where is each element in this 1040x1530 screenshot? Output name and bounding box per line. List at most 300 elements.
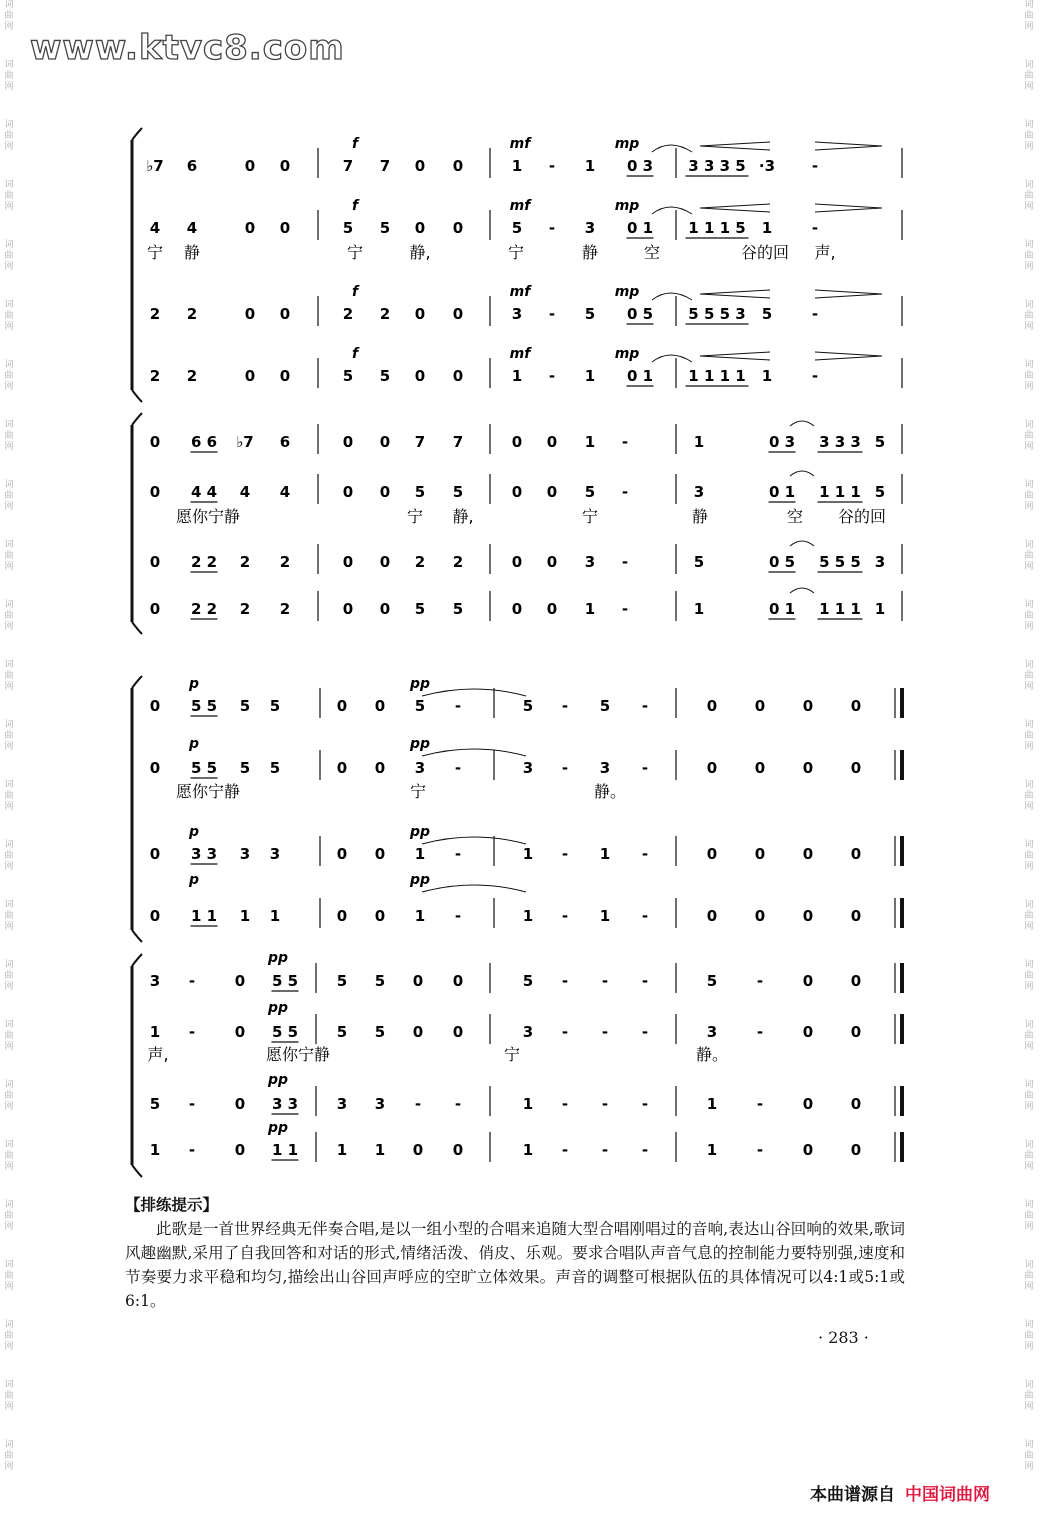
note: 0 5 — [768, 553, 796, 571]
note: 5 — [584, 483, 596, 501]
note: 0 — [802, 697, 814, 715]
note: 0 — [149, 845, 161, 863]
bracket-hook — [132, 413, 142, 425]
note: 5 — [452, 483, 464, 501]
note: 5 — [379, 367, 391, 385]
side-watermark-text: 词曲网 — [4, 840, 14, 872]
note: 0 — [234, 972, 246, 990]
note: 2 — [279, 600, 291, 618]
note: 5 — [342, 367, 354, 385]
note: 2 — [186, 367, 198, 385]
note: - — [548, 367, 556, 385]
note: 6 6 — [190, 433, 218, 451]
note: 3 — [239, 845, 251, 863]
note: 2 — [239, 600, 251, 618]
note: 5 — [336, 972, 348, 990]
note: 1 — [761, 219, 773, 237]
note: - — [188, 972, 196, 990]
note: - — [561, 697, 569, 715]
note: 3 — [414, 759, 426, 777]
note: 0 — [414, 305, 426, 323]
lyric: 静, — [409, 243, 431, 262]
side-watermark-text: 词曲网 — [4, 1020, 14, 1052]
note: 0 — [412, 1141, 424, 1159]
note: 5 — [374, 1023, 386, 1041]
note: 1 — [414, 907, 426, 925]
note: 5 — [599, 697, 611, 715]
note: 0 — [850, 759, 862, 777]
slur — [790, 588, 814, 593]
note: 0 — [850, 1141, 862, 1159]
note: 4 — [186, 219, 198, 237]
note: 0 — [706, 759, 718, 777]
tie — [422, 885, 526, 892]
lyric: 宁 — [146, 243, 164, 262]
note: 1 — [584, 157, 596, 175]
note: - — [811, 367, 819, 385]
note: - — [601, 1095, 609, 1113]
note: 0 — [414, 367, 426, 385]
note: 0 — [452, 367, 464, 385]
note: 7 — [452, 433, 464, 451]
note: 0 — [379, 483, 391, 501]
note: - — [188, 1141, 196, 1159]
note: 0 — [511, 433, 523, 451]
note: 1 — [414, 845, 426, 863]
note: 2 2 — [190, 553, 218, 571]
note: 0 — [379, 600, 391, 618]
lyric: 愿你宁静 — [175, 782, 241, 801]
note: 1 — [511, 157, 523, 175]
note: 0 — [802, 907, 814, 925]
note: ♭7 — [236, 433, 254, 451]
footer-site-link[interactable]: 中国词曲网 — [905, 1485, 990, 1505]
note: - — [641, 907, 649, 925]
note: 5 — [522, 697, 534, 715]
side-watermark-text: 词曲网 — [4, 660, 14, 692]
side-watermark-text: 词曲网 — [4, 0, 14, 32]
dynamic-mark: mf — [509, 136, 531, 152]
side-watermark-text: 词曲网 — [1024, 360, 1034, 392]
bracket-hook — [132, 930, 142, 942]
side-watermark-text: 词曲网 — [4, 720, 14, 752]
lyric: 静 — [581, 243, 599, 262]
note: ·3 — [758, 157, 776, 175]
note: 0 — [244, 367, 256, 385]
lyric: 宁 — [507, 243, 525, 262]
slur — [790, 421, 814, 426]
dynamic-mark: f — [351, 346, 359, 362]
note: 3 3 3 5 — [688, 157, 746, 175]
lyric: 空 — [643, 243, 661, 262]
bracket-hook — [132, 676, 142, 688]
side-watermark-text: 词曲网 — [1024, 600, 1034, 632]
note: 3 3 — [190, 845, 218, 863]
note: 5 — [874, 433, 886, 451]
note: - — [811, 157, 819, 175]
note: 0 — [374, 759, 386, 777]
note: 6 — [279, 433, 291, 451]
dynamic-mark: mf — [509, 284, 531, 300]
side-watermark-text: 词曲网 — [4, 1200, 14, 1232]
note: - — [548, 219, 556, 237]
note: - — [454, 697, 462, 715]
note: - — [641, 1095, 649, 1113]
note: 5 — [414, 697, 426, 715]
note: 0 — [511, 483, 523, 501]
note: 4 — [239, 483, 251, 501]
note: 0 — [149, 697, 161, 715]
note: 0 — [244, 157, 256, 175]
note: - — [621, 600, 629, 618]
side-watermark-text: 词曲网 — [4, 900, 14, 932]
note: - — [811, 305, 819, 323]
note: 3 — [584, 219, 596, 237]
tie — [422, 837, 526, 844]
note: 5 — [414, 483, 426, 501]
note: 3 — [599, 759, 611, 777]
crescendo-hairpin — [700, 142, 770, 150]
side-watermark-text: 词曲网 — [1024, 180, 1034, 212]
note: 1 — [522, 907, 534, 925]
note: 5 — [414, 600, 426, 618]
side-watermark-text: 词曲网 — [4, 300, 14, 332]
side-watermark-text: 词曲网 — [1024, 1020, 1034, 1052]
note: - — [756, 972, 764, 990]
dynamic-mark: f — [351, 284, 359, 300]
note: 0 — [706, 907, 718, 925]
note: 1 — [584, 600, 596, 618]
note: 0 — [452, 157, 464, 175]
side-watermark-text: 词曲网 — [4, 180, 14, 212]
page-number: · 283 · — [818, 1328, 869, 1347]
note: 0 — [279, 305, 291, 323]
side-watermark-text: 词曲网 — [1024, 420, 1034, 452]
note: 0 — [452, 219, 464, 237]
note: 1 — [693, 433, 705, 451]
note: 1 — [693, 600, 705, 618]
dynamic-mark: mp — [614, 346, 640, 362]
note: 1 — [149, 1023, 161, 1041]
side-watermark-text: 词曲网 — [1024, 780, 1034, 812]
note: 0 — [342, 600, 354, 618]
note: 2 2 — [190, 600, 218, 618]
note: - — [561, 972, 569, 990]
note: - — [414, 1095, 422, 1113]
decrescendo-hairpin — [815, 204, 882, 212]
note: 0 — [244, 305, 256, 323]
note: 0 — [754, 697, 766, 715]
note: 1 — [584, 367, 596, 385]
note: 2 — [342, 305, 354, 323]
lyric: 宁 — [581, 507, 599, 526]
watermark-url: www.ktvc8.com — [30, 28, 345, 68]
lyric: 空 — [786, 507, 804, 526]
note: 5 — [706, 972, 718, 990]
note: 0 — [802, 1141, 814, 1159]
tie — [422, 689, 526, 696]
side-watermark-text: 词曲网 — [1024, 840, 1034, 872]
note: 0 — [374, 907, 386, 925]
rehearsal-tips — [125, 1193, 905, 1313]
bracket-hook — [132, 622, 142, 634]
note: 0 — [546, 553, 558, 571]
side-watermark-text: 词曲网 — [1024, 1440, 1034, 1472]
note: 5 — [269, 697, 281, 715]
dynamic-mark: f — [351, 136, 359, 152]
decrescendo-hairpin — [815, 142, 882, 150]
note: 5 5 5 3 — [688, 305, 746, 323]
note: 0 — [546, 483, 558, 501]
note: 0 — [546, 433, 558, 451]
note: 0 — [802, 845, 814, 863]
note: 1 — [599, 845, 611, 863]
slur — [652, 145, 692, 152]
note: 0 — [149, 553, 161, 571]
note: 5 — [336, 1023, 348, 1041]
note: 1 — [522, 1095, 534, 1113]
bracket-hook — [132, 1165, 142, 1177]
note: 2 — [279, 553, 291, 571]
note: 0 — [342, 483, 354, 501]
note: 0 — [149, 600, 161, 618]
dynamic-mark: mp — [614, 198, 640, 214]
note: 3 — [522, 1023, 534, 1041]
note: 0 — [511, 600, 523, 618]
side-watermark-text: 词曲网 — [4, 120, 14, 152]
note: 3 — [336, 1095, 348, 1113]
note: 0 1 — [626, 219, 654, 237]
note: 0 — [802, 1023, 814, 1041]
side-watermark-text: 词曲网 — [4, 480, 14, 512]
lyric: 宁 — [409, 782, 427, 801]
note: 1 — [706, 1141, 718, 1159]
note: 0 — [706, 845, 718, 863]
note: 1 — [584, 433, 596, 451]
note: 0 — [336, 697, 348, 715]
note: 5 5 — [190, 759, 218, 777]
dynamic-mark: pp — [409, 824, 431, 840]
note: 5 5 5 — [819, 553, 861, 571]
note: 0 5 — [626, 305, 654, 323]
note: - — [548, 305, 556, 323]
side-watermark-text: 词曲网 — [4, 960, 14, 992]
dynamic-mark: pp — [409, 872, 431, 888]
note: 5 — [522, 972, 534, 990]
note: 0 — [850, 697, 862, 715]
dynamic-mark: pp — [267, 1120, 289, 1136]
note: 0 — [279, 219, 291, 237]
note: - — [561, 845, 569, 863]
note: 0 — [234, 1095, 246, 1113]
lyric: 静。 — [593, 782, 627, 801]
bracket-hook — [132, 390, 142, 402]
side-watermark-text: 词曲网 — [1024, 1140, 1034, 1172]
note: - — [561, 1023, 569, 1041]
note: - — [548, 157, 556, 175]
note: 6 — [186, 157, 198, 175]
note: 2 — [452, 553, 464, 571]
dynamic-mark: pp — [409, 736, 431, 752]
note: 0 — [244, 219, 256, 237]
note: 0 — [802, 759, 814, 777]
note: 2 — [414, 553, 426, 571]
side-watermark-text: 词曲网 — [1024, 240, 1034, 272]
note: 0 — [802, 972, 814, 990]
note: 1 — [761, 367, 773, 385]
note: 0 — [706, 697, 718, 715]
side-watermark-text: 词曲网 — [4, 1380, 14, 1412]
note: 1 1 — [271, 1141, 299, 1159]
note: - — [561, 907, 569, 925]
note: 0 — [452, 305, 464, 323]
lyric: 谷的回 — [837, 507, 887, 526]
note: 0 — [379, 433, 391, 451]
dynamic-mark: mf — [509, 346, 531, 362]
lyric: 声, — [814, 243, 836, 262]
note: - — [641, 972, 649, 990]
note: 0 — [850, 972, 862, 990]
note: 5 — [269, 759, 281, 777]
note: - — [188, 1095, 196, 1113]
lyric: 宁 — [503, 1045, 521, 1064]
lyric: 愿你宁静 — [175, 507, 241, 526]
note: 1 — [336, 1141, 348, 1159]
dynamic-mark: p — [188, 676, 200, 692]
note: 1 — [239, 907, 251, 925]
note: 3 3 3 — [819, 433, 861, 451]
note: 3 — [693, 483, 705, 501]
note: 7 — [414, 433, 426, 451]
note: 7 — [342, 157, 354, 175]
note: - — [811, 219, 819, 237]
note: 0 — [546, 600, 558, 618]
note: 1 — [522, 1141, 534, 1159]
note: 0 — [342, 433, 354, 451]
note: 0 — [342, 553, 354, 571]
lyric: 愿你宁静 — [265, 1045, 331, 1064]
dynamic-mark: p — [188, 872, 200, 888]
note: 3 — [511, 305, 523, 323]
note: - — [601, 1141, 609, 1159]
note: 5 5 — [271, 972, 299, 990]
note: - — [561, 1095, 569, 1113]
slur — [652, 293, 692, 300]
note: - — [561, 1141, 569, 1159]
side-watermark-text: 词曲网 — [4, 1440, 14, 1472]
side-watermark-text: 词曲网 — [4, 1260, 14, 1292]
note: - — [561, 759, 569, 777]
note: 1 — [511, 367, 523, 385]
note: - — [641, 697, 649, 715]
crescendo-hairpin — [700, 290, 770, 298]
note: - — [756, 1023, 764, 1041]
side-watermark-text: 词曲网 — [4, 60, 14, 92]
note: 5 — [511, 219, 523, 237]
note: 5 — [342, 219, 354, 237]
lyric: 宁 — [346, 243, 364, 262]
footer-source-label: 本曲谱源自 — [810, 1485, 895, 1505]
crescendo-hairpin — [700, 204, 770, 212]
side-watermark-text: 词曲网 — [1024, 1380, 1034, 1412]
note: 0 — [234, 1023, 246, 1041]
side-watermark-text: 词曲网 — [4, 240, 14, 272]
note: 0 — [452, 1023, 464, 1041]
note: 0 — [336, 759, 348, 777]
dynamic-mark: p — [188, 736, 200, 752]
note: 1 1 1 5 — [688, 219, 746, 237]
note: 3 — [584, 553, 596, 571]
note: 0 — [850, 1023, 862, 1041]
dynamic-mark: p — [188, 824, 200, 840]
side-watermark-text: 词曲网 — [1024, 60, 1034, 92]
note: 0 1 — [768, 600, 796, 618]
side-watermark-text: 词曲网 — [1024, 1260, 1034, 1292]
footer-source — [810, 1480, 990, 1505]
note: 1 — [706, 1095, 718, 1113]
dynamic-mark: mf — [509, 198, 531, 214]
note: 0 — [850, 1095, 862, 1113]
side-watermark-text: 词曲网 — [1024, 900, 1034, 932]
side-watermark-text: 词曲网 — [4, 600, 14, 632]
side-watermark-text: 词曲网 — [1024, 0, 1034, 32]
lyric: 静 — [691, 507, 709, 526]
note: 0 — [850, 845, 862, 863]
note: ♭7 — [146, 157, 164, 175]
note: 7 — [379, 157, 391, 175]
note: 4 — [149, 219, 161, 237]
note: 3 — [522, 759, 534, 777]
note: 5 — [374, 972, 386, 990]
side-watermark-text: 词曲网 — [4, 420, 14, 452]
note: 5 — [239, 759, 251, 777]
lyric: 声, — [147, 1045, 169, 1064]
lyric: 静。 — [695, 1045, 729, 1064]
side-watermark-text: 词曲网 — [4, 1080, 14, 1112]
note: 5 5 — [271, 1023, 299, 1041]
note: - — [454, 907, 462, 925]
side-watermark-text: 词曲网 — [4, 1320, 14, 1352]
crescendo-hairpin — [700, 352, 770, 360]
note: 0 — [802, 1095, 814, 1113]
note: 0 — [412, 972, 424, 990]
decrescendo-hairpin — [815, 290, 882, 298]
note: 1 — [374, 1141, 386, 1159]
note: 3 — [149, 972, 161, 990]
note: 0 — [452, 972, 464, 990]
note: 1 — [149, 1141, 161, 1159]
note: - — [454, 1095, 462, 1113]
note: - — [641, 845, 649, 863]
note: - — [601, 1023, 609, 1041]
note: - — [454, 845, 462, 863]
note: 0 — [511, 553, 523, 571]
dynamic-mark: pp — [409, 676, 431, 692]
note: 3 — [374, 1095, 386, 1113]
dynamic-mark: pp — [267, 1072, 289, 1088]
dynamic-mark: f — [351, 198, 359, 214]
side-watermark-text: 词曲网 — [1024, 720, 1034, 752]
note: 5 — [874, 483, 886, 501]
note: - — [621, 483, 629, 501]
note: 0 — [234, 1141, 246, 1159]
note: 0 — [754, 845, 766, 863]
side-watermark-text: 词曲网 — [1024, 1320, 1034, 1352]
note: 4 4 — [190, 483, 218, 501]
note: 5 — [379, 219, 391, 237]
note: 0 — [149, 433, 161, 451]
note: - — [641, 1141, 649, 1159]
